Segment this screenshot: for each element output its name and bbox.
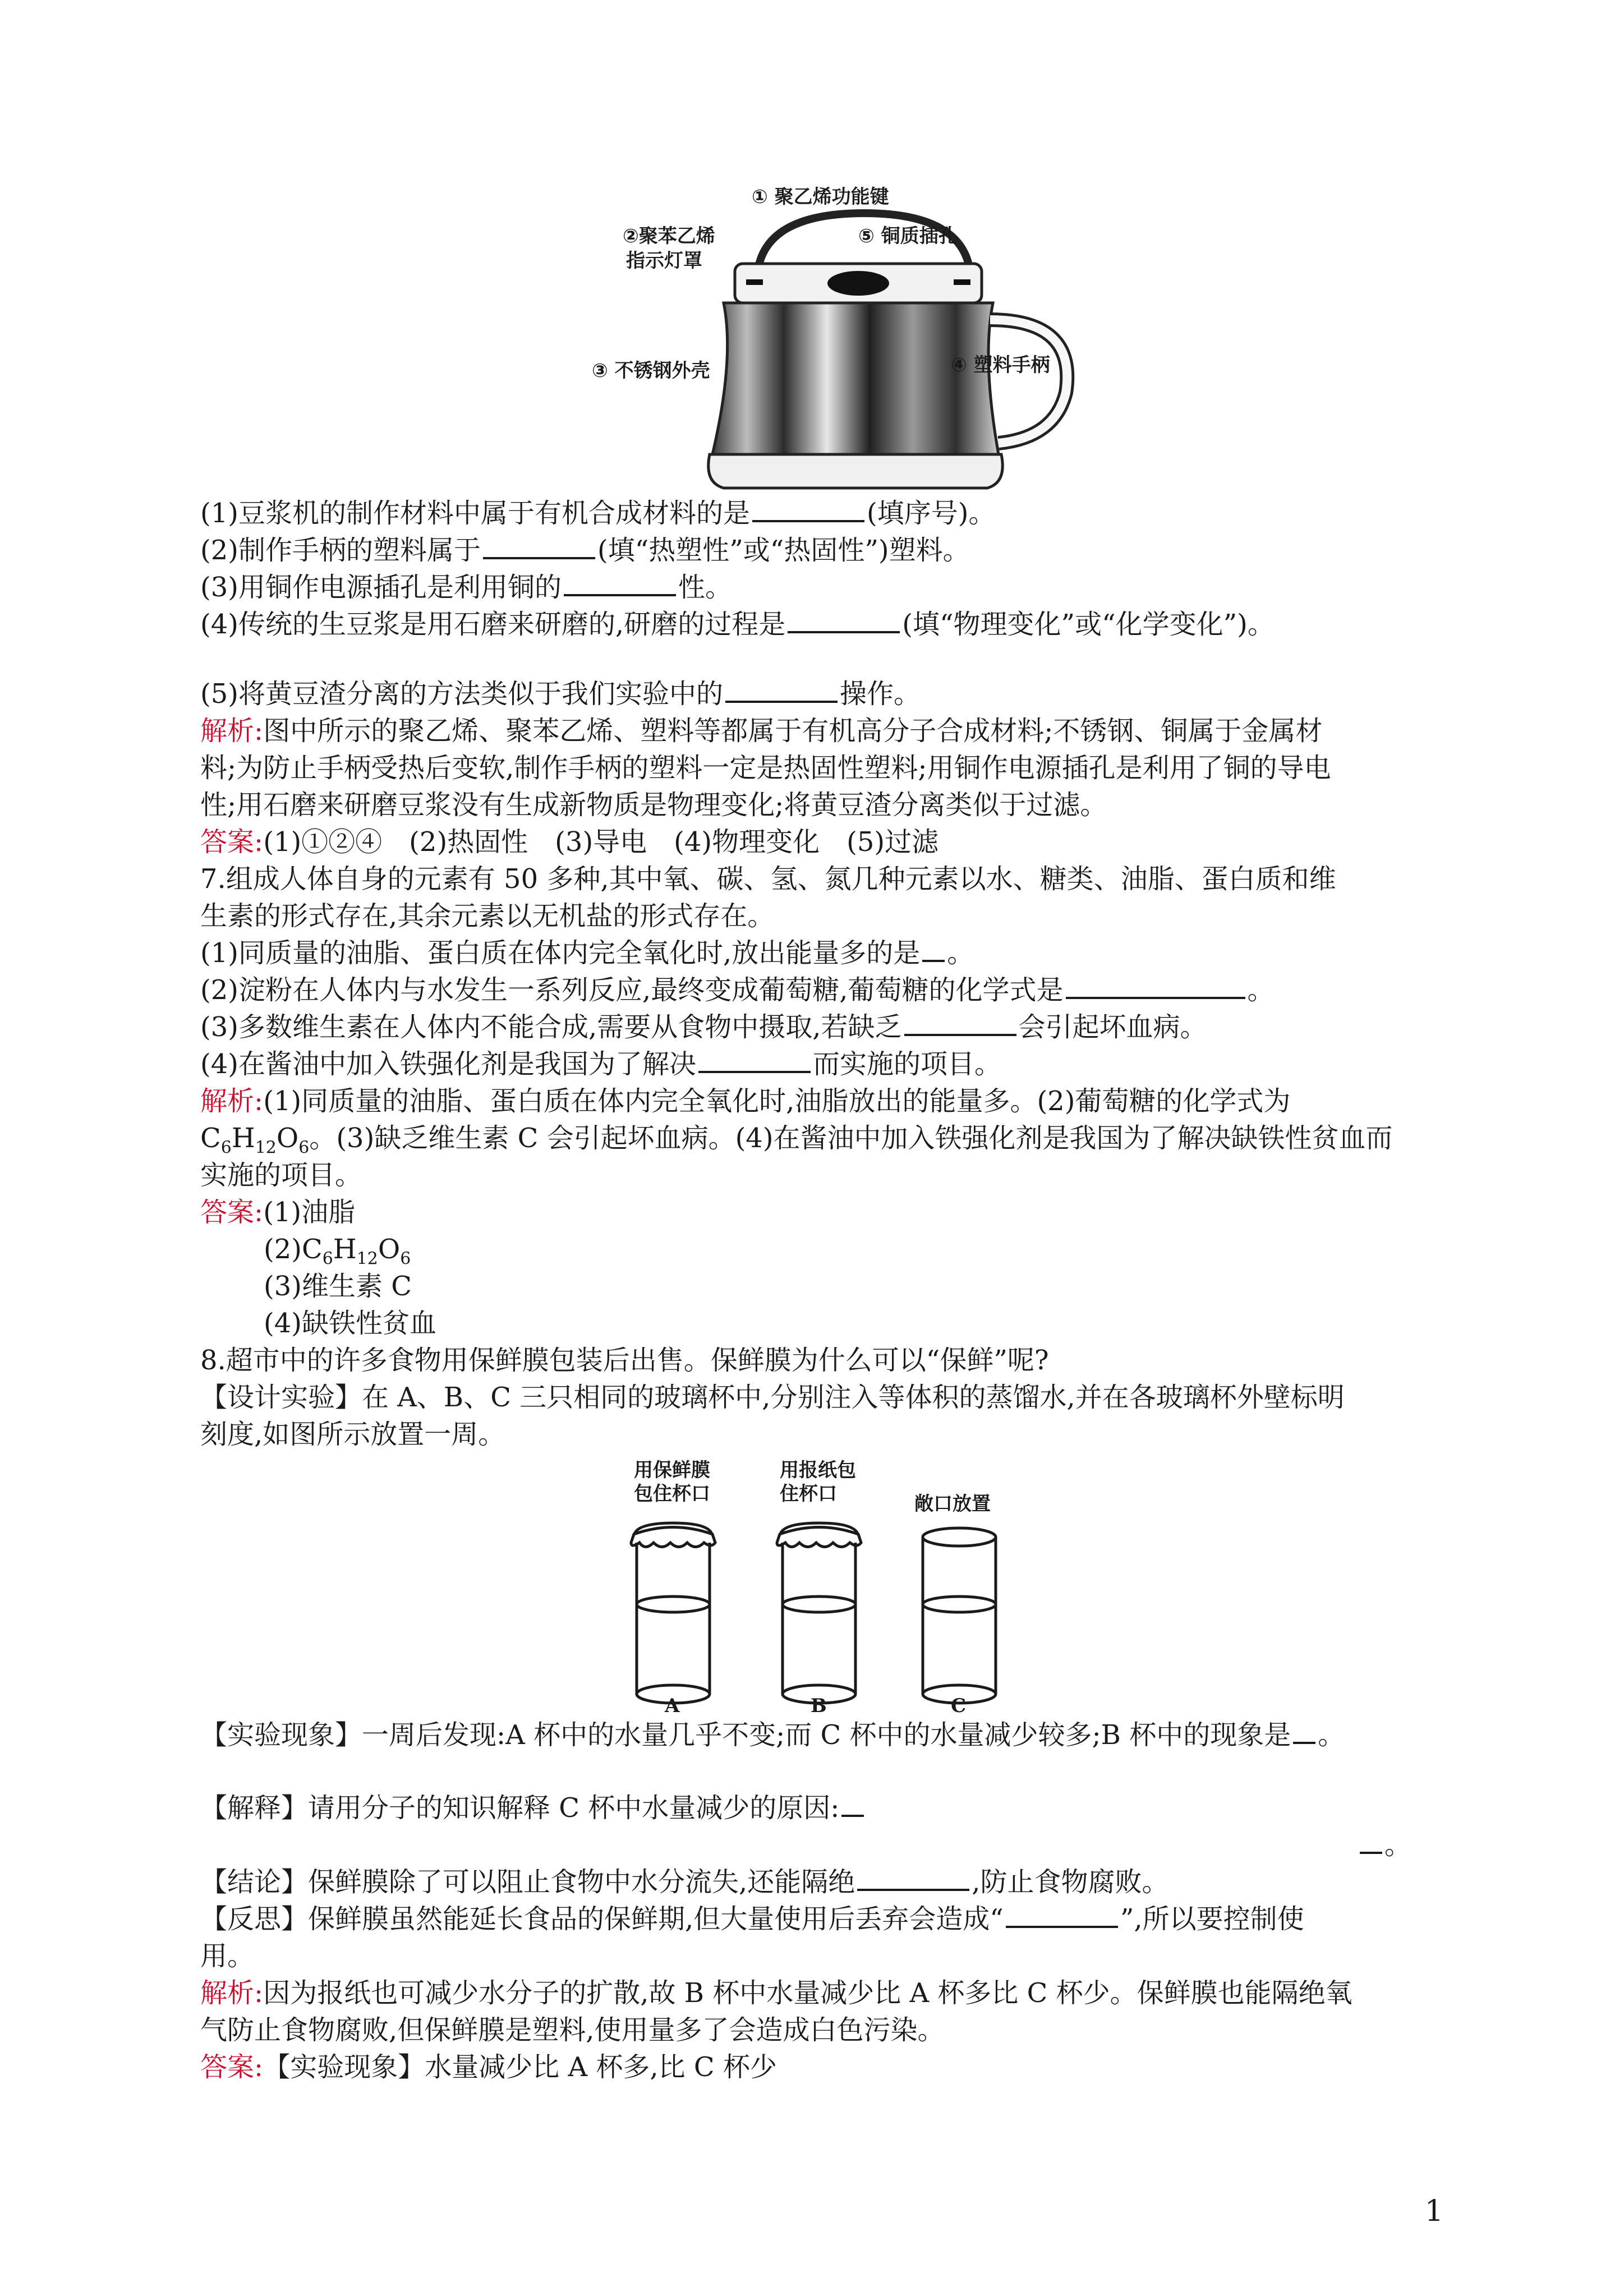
cup-a-caption-2: 包住杯口: [634, 1483, 710, 1505]
cup-a-caption: 用保鲜膜: [634, 1459, 710, 1481]
q7-stem-2: 生素的形式存在,其余元素以无机盐的形式存在。: [200, 900, 775, 932]
q6-analysis: 解析:图中所示的聚乙烯、聚苯乙烯、塑料等都属于有机高分子合成材料;不锈钢、铜属于金属材: [200, 715, 1323, 747]
q7-item-4: (4)在酱油中加入铁强化剂是我国为了解决 而实施的项目。: [200, 1046, 1001, 1083]
q8-reflection: 【反思】保鲜膜虽然能延长食品的保鲜期,但大量使用后丢弃会造成“ ”,所以要控制使: [200, 1901, 1304, 1938]
q7-answer-2: $(2)C_6H_{12}O_6$: [264, 1234, 411, 1269]
q8-phenomenon: 【实验现象】一周后发现:A 杯中的水量几乎不变;而 C 杯中的水量减少较多;B 杯中的现象是 。: [200, 1717, 1345, 1754]
label-stainless-shell: ③ 不锈钢外壳: [592, 360, 710, 382]
answer-label: 答案:: [200, 1197, 264, 1228]
label-indicator-cover-2: 指示灯罩: [626, 250, 702, 272]
analysis-label: 解析:: [200, 1977, 264, 2009]
cup-a-letter: A: [665, 1695, 680, 1717]
cup-c-caption: 敞口放置: [914, 1493, 991, 1515]
page-number: 1: [1424, 2194, 1443, 2228]
q6-item-3: (3)用铜作电源插孔是利用铜的 性。: [200, 569, 732, 606]
cups-illustration: [611, 1458, 1060, 1717]
q6-analysis-2: 料;为防止手柄受热后变软,制作手柄的塑料一定是热固性塑料;用铜作电源插孔是利用了铜的导电: [200, 752, 1331, 784]
label-indicator-cover: ②聚苯乙烯: [623, 225, 715, 247]
q7-stem: 7.组成人体自身的元素有 50 多种,其中氧、碳、氢、氮几种元素以水、糖类、油脂、蛋白质和维: [200, 863, 1336, 895]
glucose-formula: $C_6H_{12}O_6$: [200, 1122, 310, 1158]
q8-stem: 8.超市中的许多食物用保鲜膜包装后出售。保鲜膜为什么可以“保鲜”呢?: [200, 1345, 1049, 1376]
soymilk-machine-figure: [592, 186, 1099, 494]
q8-conclusion: 【结论】保鲜膜除了可以阻止食物中水分流失,还能隔绝 ,防止食物腐败。: [200, 1864, 1169, 1901]
q7-analysis-2: $C_6H_{12}O_6$。(3)缺乏维生素 C 会引起坏血病。(4)在酱油中加入铁强化剂是我国为了解决缺铁性贫血而: [200, 1122, 1393, 1158]
q6-analysis-3: 性;用石磨来研磨豆浆没有生成新物质是物理变化;将黄豆渣分离类似于过滤。: [200, 789, 1107, 821]
q6-item-4: (4)传统的生豆浆是用石磨来研磨的,研磨的过程是 (填“物理变化”或“化学变化”)。: [200, 606, 1275, 643]
label-plastic-handle: ④ 塑料手柄: [951, 354, 1050, 376]
q6-item-1: (1)豆浆机的制作材料中属于有机合成材料的是 (填序号)。: [200, 495, 995, 532]
q6-item-5: (5)将黄豆渣分离的方法类似于我们实验中的 操作。: [200, 675, 921, 712]
cup-c-letter: C: [951, 1695, 967, 1717]
q8-analysis-2: 气防止食物腐败,但保鲜膜是塑料,使用量多了会造成白色污染。: [200, 2014, 945, 2046]
q7-item-3: (3)多数维生素在人体内不能合成,需要从食物中摄取,若缺乏 会引起坏血病。: [200, 1009, 1207, 1046]
q7-answer-4: (4)缺铁性贫血: [264, 1308, 436, 1339]
q7-answer-3: (3)维生素 C: [264, 1271, 412, 1302]
cup-b-caption: 用报纸包: [780, 1459, 856, 1481]
cups-figure: [611, 1458, 1060, 1717]
q8-answer: 答案:【实验现象】水量减少比 A 杯多,比 C 杯少: [200, 2051, 777, 2083]
q6-item-2: (2)制作手柄的塑料属于 (填“热塑性”或“热固性”)塑料。: [200, 532, 970, 569]
analysis-label: 解析:: [200, 1085, 264, 1117]
q7-item-1: (1)同质量的油脂、蛋白质在体内完全氧化时,放出能量多的是 。: [200, 935, 974, 972]
q7-analysis-3: 实施的项目。: [200, 1159, 362, 1191]
q8-explanation-end: 。: [1358, 1826, 1411, 1864]
q8-reflection-2: 用。: [200, 1940, 255, 1972]
q7-item-2: (2)淀粉在人体内与水发生一系列反应,最终变成葡萄糖,葡萄糖的化学式是 。: [200, 972, 1275, 1009]
cup-b-caption-2: 住杯口: [780, 1483, 837, 1505]
q7-analysis: 解析:(1)同质量的油脂、蛋白质在体内完全氧化时,油脂放出的能量多。(2)葡萄糖的化学式为: [200, 1085, 1291, 1117]
analysis-label: 解析:: [200, 715, 264, 747]
label-function-key: ① 聚乙烯功能键: [752, 186, 889, 208]
q7-answer: 答案:(1)油脂: [200, 1197, 356, 1228]
q6-answer: 答案:(1)①②④ (2)热固性 (3)导电 (4)物理变化 (5)过滤: [200, 826, 939, 858]
q8-design: 【设计实验】在 A、B、C 三只相同的玻璃杯中,分别注入等体积的蒸馏水,并在各玻璃杯外壁标明: [200, 1382, 1345, 1413]
label-copper-socket: ⑤ 铜质插孔: [858, 225, 958, 247]
cup-b-letter: B: [811, 1695, 827, 1717]
q8-analysis: 解析:因为报纸也可减少水分子的扩散,故 B 杯中水量减少比 A 杯多比 C 杯少。保鲜膜也能隔绝氧: [200, 1977, 1352, 2009]
q8-explanation: 【解释】请用分子的知识解释 C 杯中水量减少的原因:: [200, 1789, 866, 1826]
q8-design-2: 刻度,如图所示放置一周。: [200, 1419, 505, 1450]
answer-label: 答案:: [200, 2051, 264, 2083]
answer-label: 答案:: [200, 826, 264, 858]
